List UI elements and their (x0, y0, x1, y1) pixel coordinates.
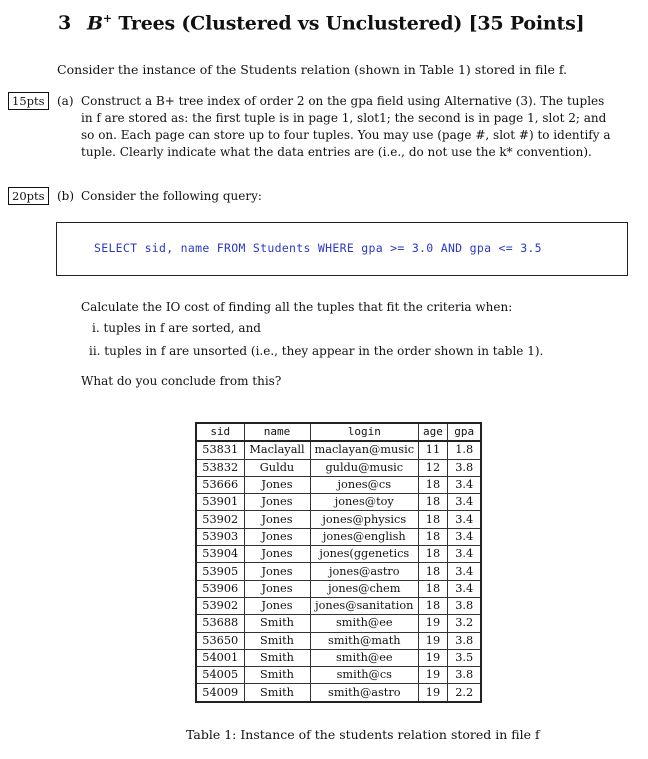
cell-name: Jones (244, 563, 310, 580)
cell-sid: 53902 (196, 597, 244, 614)
part-b-text: Consider the following query: (81, 189, 262, 203)
cell-age: 12 (419, 459, 448, 476)
cell-name: Smith (244, 649, 310, 666)
cell-sid: 53832 (196, 459, 244, 476)
cell-gpa: 2.2 (447, 684, 481, 702)
cell-gpa: 3.8 (447, 632, 481, 649)
cell-age: 18 (419, 563, 448, 580)
cell-name: Jones (244, 494, 310, 511)
cell-name: Jones (244, 476, 310, 493)
cell-login: jones@astro (310, 563, 419, 580)
cell-name: Jones (244, 511, 310, 528)
cell-name: Smith (244, 615, 310, 632)
table-caption: Table 1: Instance of the students relation stored in file f (186, 727, 540, 742)
cell-sid: 53831 (196, 441, 244, 459)
table-row (196, 632, 481, 649)
table-row (196, 615, 481, 632)
conclude-text: What do you conclude from this? (81, 374, 282, 388)
cell-gpa: 3.4 (447, 476, 481, 493)
cell-age: 19 (419, 615, 448, 632)
cell-gpa: 3.8 (447, 459, 481, 476)
cell-login: jones(ggenetics (310, 546, 419, 563)
table-header-row (196, 423, 481, 441)
header-sid: sid (196, 423, 244, 441)
header-name: name (244, 423, 310, 441)
cell-gpa: 3.4 (447, 546, 481, 563)
cell-login: jones@english (310, 528, 419, 545)
table-row (196, 684, 481, 702)
table-row (196, 649, 481, 666)
section-heading (58, 12, 584, 34)
cell-login: jones@toy (310, 494, 419, 511)
table-row (196, 563, 481, 580)
cell-sid: 53903 (196, 528, 244, 545)
cell-gpa: 3.4 (447, 511, 481, 528)
cell-gpa: 3.8 (447, 667, 481, 684)
points-badge-a: 15pts (8, 92, 49, 110)
calc-text: Calculate the IO cost of finding all the tuples that fit the criteria when: (81, 300, 513, 314)
cell-age: 18 (419, 580, 448, 597)
cell-gpa: 3.4 (447, 580, 481, 597)
cell-name: Guldu (244, 459, 310, 476)
cell-login: guldu@music (310, 459, 419, 476)
part-a-line-1: Construct a B+ tree index of order 2 on the gpa field using Alternative (3). The tuples (81, 94, 605, 108)
cell-age: 18 (419, 494, 448, 511)
header-login: login (310, 423, 419, 441)
table-row (196, 476, 481, 493)
table-row (196, 511, 481, 528)
cell-age: 19 (419, 684, 448, 702)
cell-age: 18 (419, 511, 448, 528)
cell-login: smith@ee (310, 649, 419, 666)
part-a (57, 93, 611, 161)
cell-gpa: 3.4 (447, 528, 481, 545)
cell-login: jones@chem (310, 580, 419, 597)
cell-name: Jones (244, 597, 310, 614)
cell-name: Smith (244, 632, 310, 649)
cell-age: 18 (419, 476, 448, 493)
cell-age: 19 (419, 667, 448, 684)
cell-login: jones@physics (310, 511, 419, 528)
points-badge-b: 20pts (8, 187, 49, 205)
cell-sid: 53905 (196, 563, 244, 580)
cell-age: 18 (419, 597, 448, 614)
cell-name: Smith (244, 684, 310, 702)
cell-login: smith@cs (310, 667, 419, 684)
cell-sid: 54005 (196, 667, 244, 684)
cell-name: Jones (244, 580, 310, 597)
part-a-line-3: so on. Each page can store up to four tuples. You may use (page #, slot #) to identify a (81, 128, 611, 142)
cell-gpa: 3.4 (447, 494, 481, 511)
cell-age: 18 (419, 546, 448, 563)
table-row (196, 546, 481, 563)
cell-gpa: 3.5 (447, 649, 481, 666)
title-text: Trees (Clustered vs Unclustered) [35 Points] (111, 12, 585, 35)
table-row (196, 597, 481, 614)
cell-gpa: 3.8 (447, 597, 481, 614)
cell-sid: 54001 (196, 649, 244, 666)
header-gpa: gpa (447, 423, 481, 441)
students-table (195, 422, 482, 703)
cell-login: jones@sanitation (310, 597, 419, 614)
part-a-line-4: tuple. Clearly indicate what the data entries are (i.e., do not use the k* convention). (81, 145, 592, 159)
part-a-label: (a) (57, 94, 74, 108)
cell-age: 18 (419, 528, 448, 545)
cell-sid: 54009 (196, 684, 244, 702)
cell-sid: 53904 (196, 546, 244, 563)
header-age: age (419, 423, 448, 441)
cell-age: 19 (419, 632, 448, 649)
cell-name: Maclayall (244, 441, 310, 459)
cell-login: smith@astro (310, 684, 419, 702)
item-ii: ii. tuples in f are unsorted (i.e., they appear in the order shown in table 1). (89, 344, 544, 358)
part-b (57, 188, 262, 205)
cell-name: Smith (244, 667, 310, 684)
cell-sid: 53688 (196, 615, 244, 632)
table-row (196, 580, 481, 597)
title-sup: + (102, 12, 112, 25)
part-b-label: (b) (57, 189, 75, 203)
cell-sid: 53901 (196, 494, 244, 511)
cell-login: jones@cs (310, 476, 419, 493)
cell-name: Jones (244, 528, 310, 545)
item-i: i. tuples in f are sorted, and (92, 321, 261, 335)
cell-login: maclayan@music (310, 441, 419, 459)
cell-name: Jones (244, 546, 310, 563)
title-prefix: B (87, 12, 103, 35)
sql-query: SELECT sid, name FROM Students WHERE gpa >= 3.0 AND gpa <= 3.5 (94, 241, 542, 255)
table-row (196, 459, 481, 476)
table-row (196, 528, 481, 545)
cell-age: 19 (419, 649, 448, 666)
cell-sid: 53650 (196, 632, 244, 649)
cell-gpa: 1.8 (447, 441, 481, 459)
cell-sid: 53906 (196, 580, 244, 597)
query-box (56, 222, 628, 276)
table-row (196, 441, 481, 459)
intro-text: Consider the instance of the Students relation (shown in Table 1) stored in file f. (57, 62, 567, 77)
section-number: 3 (58, 12, 72, 35)
cell-sid: 53902 (196, 511, 244, 528)
cell-age: 11 (419, 441, 448, 459)
cell-gpa: 3.2 (447, 615, 481, 632)
table-row (196, 667, 481, 684)
table-row (196, 494, 481, 511)
cell-login: smith@ee (310, 615, 419, 632)
cell-login: smith@math (310, 632, 419, 649)
cell-sid: 53666 (196, 476, 244, 493)
part-a-line-2: in f are stored as: the first tuple is in page 1, slot1; the second is in page 1, slot 2; and (81, 111, 607, 125)
cell-gpa: 3.4 (447, 563, 481, 580)
